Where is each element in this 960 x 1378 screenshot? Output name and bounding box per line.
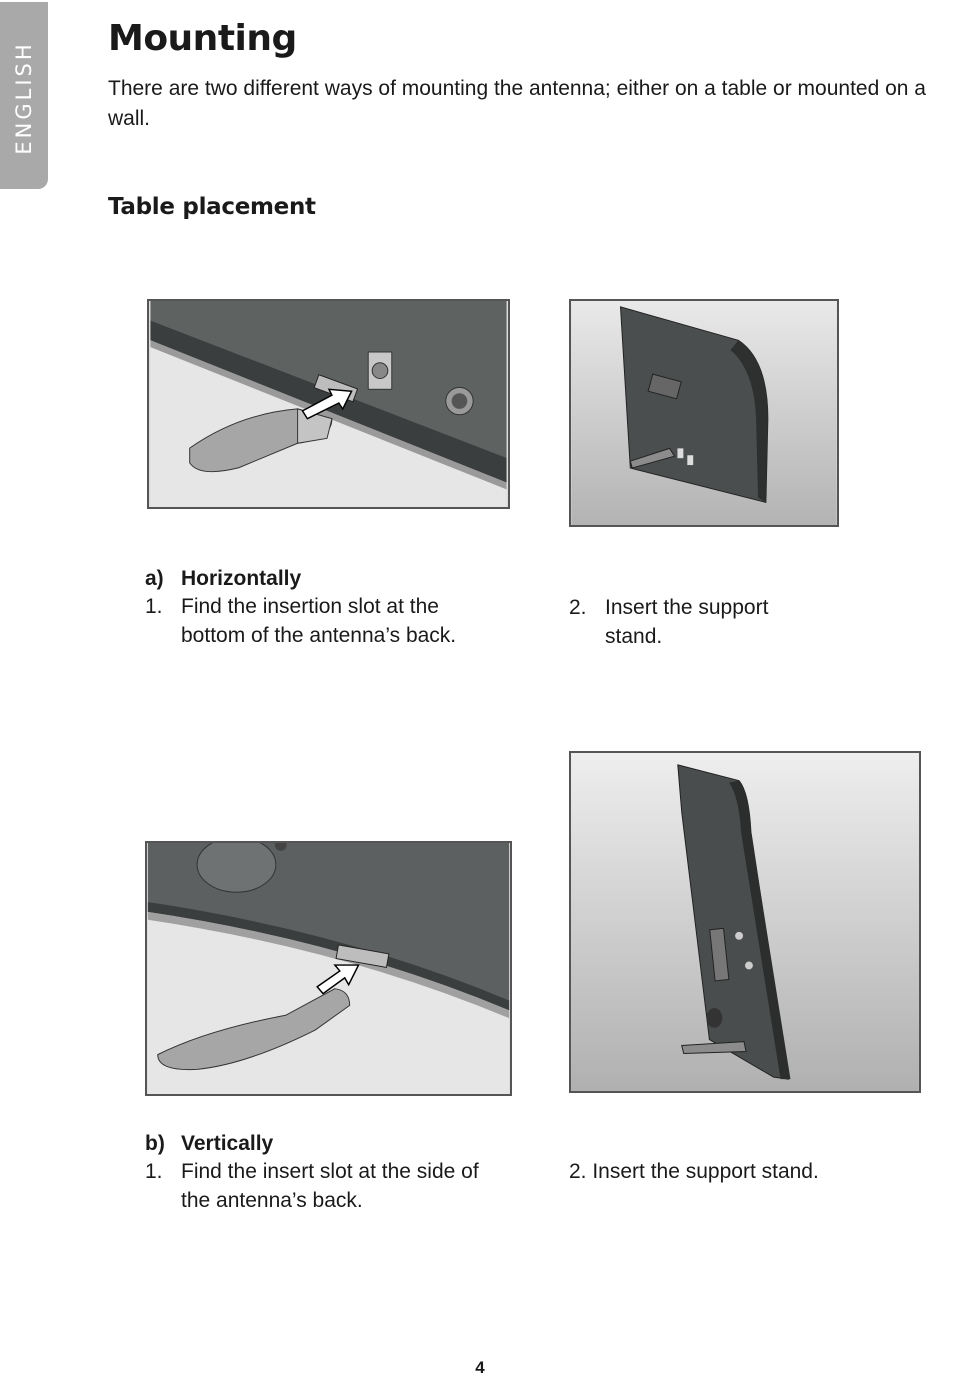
horizontal-step-1-line1: Find the insertion slot at the: [181, 595, 439, 618]
figure-vertical-slot: [145, 841, 512, 1096]
page-number: 4: [475, 1358, 485, 1377]
vertical-step-2: 2. Insert the support stand.: [569, 1160, 819, 1183]
vertical-step-heading: [145, 1129, 273, 1158]
vertical-step-1: [145, 1157, 555, 1215]
horizontal-stand-illustration: [571, 301, 837, 525]
page-title: Mounting: [108, 18, 297, 59]
section-heading: Table placement: [108, 194, 316, 220]
horizontal-step-1-number: 1.: [145, 595, 163, 618]
horizontal-step-heading: [145, 564, 301, 593]
vertical-step-1-line2: the antenna’s back.: [181, 1189, 363, 1212]
horizontal-step-2-line2: stand.: [605, 625, 663, 648]
language-tab-label: ENGLISH: [12, 41, 36, 155]
figure-horizontal-stand: [569, 299, 839, 527]
vertical-step-1-line1: Find the insert slot at the side of: [181, 1160, 479, 1183]
vertical-letter: b): [145, 1132, 165, 1155]
figure-horizontal-slot: [147, 299, 510, 509]
horizontal-step-1-line2: bottom of the antenna’s back.: [181, 624, 457, 647]
vertical-slot-illustration: [147, 843, 510, 1094]
language-tab: [0, 2, 48, 189]
vertical-title: Vertically: [181, 1132, 274, 1155]
vertical-stand-illustration: [571, 753, 919, 1091]
vertical-step-1-number: 1.: [145, 1160, 163, 1183]
horizontal-step-2: [569, 593, 869, 651]
horizontal-letter: a): [145, 567, 164, 590]
horizontal-step-2-line1: Insert the support: [605, 596, 769, 619]
horizontal-slot-illustration: [149, 301, 508, 507]
horizontal-step-1: [145, 592, 535, 650]
intro-paragraph: There are two different ways of mounting the antenna; either on a table or mounted on a wall.: [108, 77, 926, 130]
figure-vertical-stand: [569, 751, 921, 1093]
horizontal-step-2-number: 2.: [569, 596, 587, 619]
horizontal-title: Horizontally: [181, 567, 302, 590]
